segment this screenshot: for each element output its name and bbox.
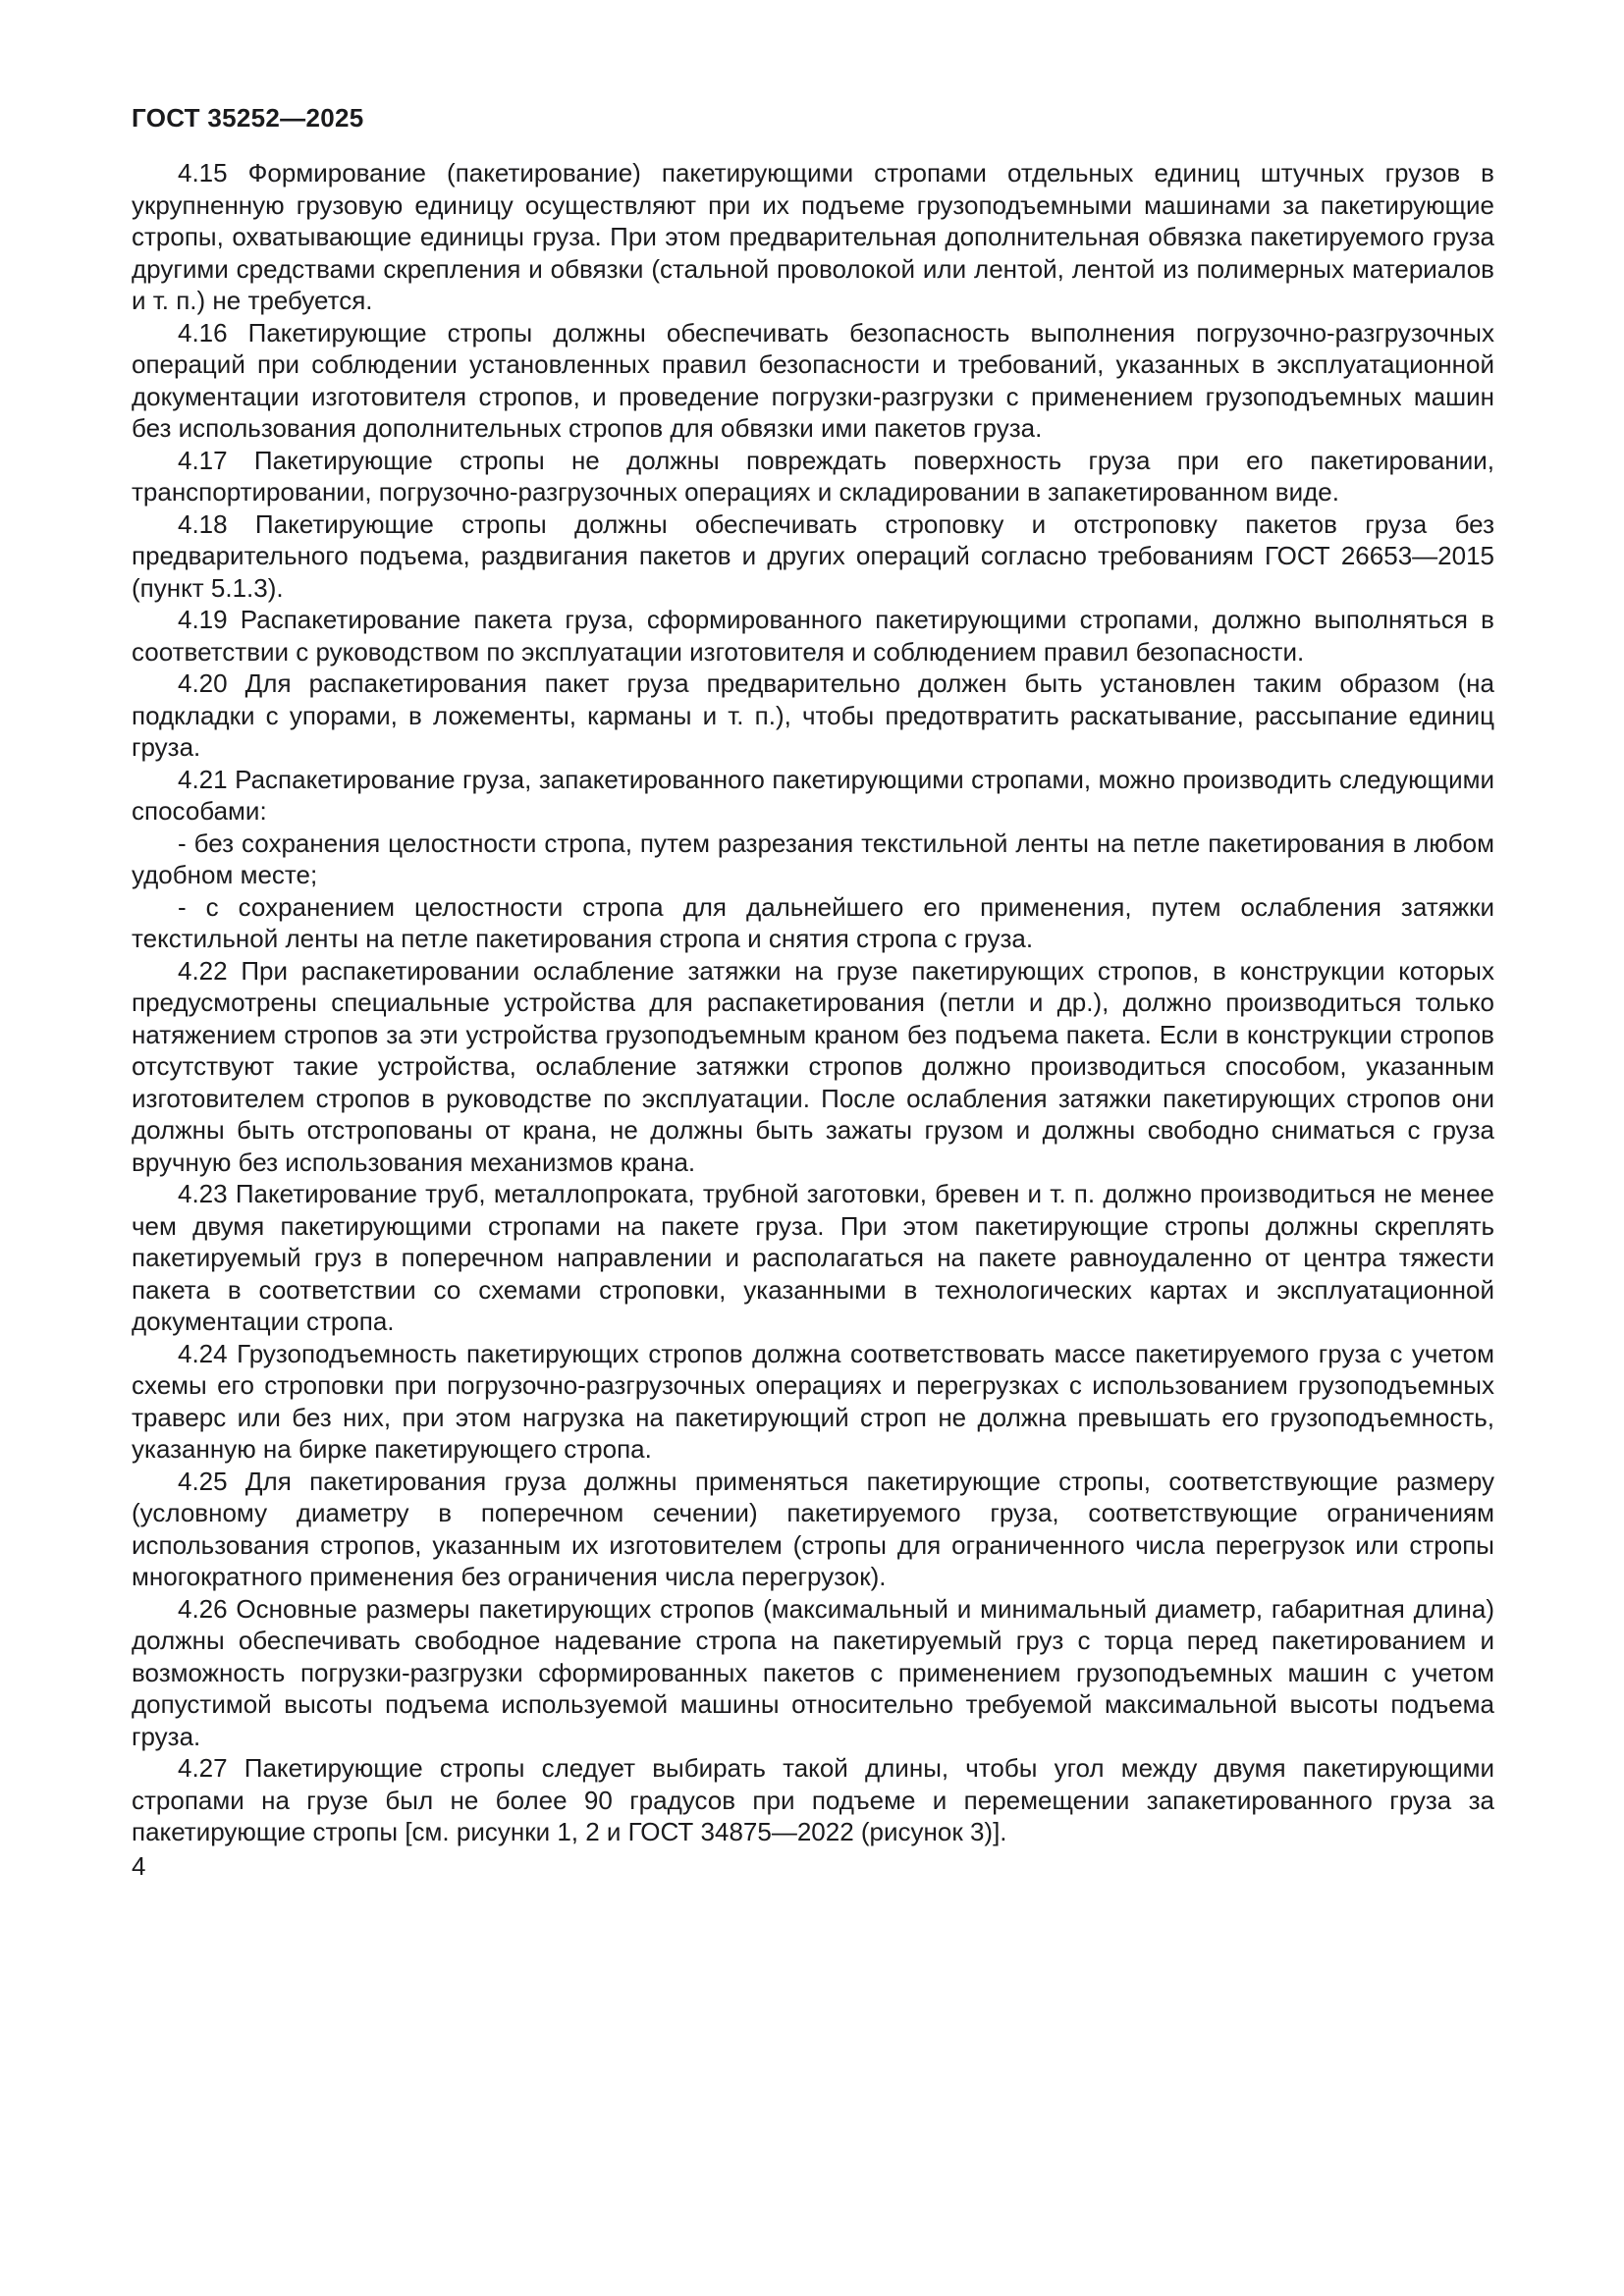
paragraph-4-19: 4.19 Распакетирование пакета груза, сформированного пакетирующими стропами, должно выполняться в соответствии с руководством по эксплуатации изготовителя и соблюдением правил безопасности. [132, 605, 1494, 667]
paragraph-4-26: 4.26 Основные размеры пакетирующих стропов (максимальный и минимальный диаметр, габаритная длина) должны обеспечивать свободное надевание стропа на пакетируемый груз с торца перед пакетированием и возможность погрузки-разгрузки сформированных пакетов с применением грузоподъемных машин с учетом допустимой высоты подъема используемой машины относительно требуемой максимальной высоты подъема груза. [132, 1593, 1494, 1751]
paragraph-4-24: 4.24 Грузоподъемность пакетирующих стропов должна соответствовать массе пакетируемого груза с учетом схемы его строповки при погрузочно-разгрузочных операциях и перегрузках с использованием грузоподъемных траверс или без них, при этом нагрузка на пакетирующий строп не должна превышать его грузоподъемность, указанную на бирке пакетирующего стропа. [132, 1338, 1494, 1464]
paragraph-4-16: 4.16 Пакетирующие стропы должны обеспечивать безопасность выполнения погрузочно-разгрузочных операций при соблюдении установленных правил безопасности и требований, указанных в эксплуатационной документации изготовителя стропов, и проведение погрузки-разгрузки с применением грузоподъемных машин без использования дополнительных стропов для обвязки ими пакетов груза. [132, 317, 1494, 443]
paragraph-4-18: 4.18 Пакетирующие стропы должны обеспечивать строповку и отстроповку пакетов груза без предварительного подъема, раздвигания пакетов и других операций согласно требованиям ГОСТ 26653—2015 (пункт 5.1.3). [132, 508, 1494, 603]
paragraph-4-20: 4.20 Для распакетирования пакет груза предварительно должен быть установлен таким образом (на подкладки с упорами, в ложементы, карманы и т. п.), чтобы предотвратить раскатывание, рассыпание единиц груза. [132, 668, 1494, 762]
doc-number-header: ГОСТ 35252—2025 [132, 103, 364, 133]
paragraph-4-25: 4.25 Для пакетирования груза должны применяться пакетирующие стропы, соответствующие размеру (условному диаметру в поперечном сечении) пакетируемого груза, соответствующие ограничениям использования стропов, указанным их изготовителем (стропы для ограниченного числа перегрузок или стропы многократного применения без ограничения числа перегрузок). [132, 1466, 1494, 1591]
paragraph-4-15: 4.15 Формирование (пакетирование) пакетирующими стропами отдельных единиц штучных грузов в укрупненную грузовую единицу осуществляют при их подъеме грузоподъемными машинами за пакетирующие стропы, охватывающие единицы груза. При этом предварительная дополнительная обвязка пакетируемого груза другими средствами скрепления и обвязки (стальной проволокой или лентой, лентой из полимерных материалов и т. п.) не требуется. [132, 158, 1494, 315]
paragraph-4-21-list-item-2: - с сохранением целостности стропа для дальнейшего его применения, путем ослабления затяжки текстильной ленты на петле пакетирования стропа и снятия стропа с груза. [132, 891, 1494, 953]
paragraph-4-21-list-item-1: - без сохранения целостности стропа, путем разрезания текстильной ленты на петле пакетирования в любом удобном месте; [132, 828, 1494, 889]
paragraph-4-23: 4.23 Пакетирование труб, металлопроката, трубной заготовки, бревен и т. п. должно производиться не менее чем двумя пакетирующими стропами на пакете груза. При этом пакетирующие стропы должны скреплять пакетируемый груз в поперечном направлении и располагаться на пакете равноудаленно от центра тяжести пакета в соответствии со схемами строповки, указанными в технологических картах и эксплуатационной документации стропа. [132, 1179, 1494, 1336]
paragraph-4-21: 4.21 Распакетирование груза, запакетированного пакетирующими стропами, можно производить следующими способами: [132, 764, 1494, 826]
paragraph-4-17: 4.17 Пакетирующие стропы не должны повреждать поверхность груза при его пакетировании, транспортировании, погрузочно-разгрузочных операциях и складировании в запакетированном виде. [132, 445, 1494, 507]
page-number: 4 [132, 1850, 146, 1881]
paragraph-4-27: 4.27 Пакетирующие стропы следует выбирать такой длины, чтобы угол между двумя пакетирующими стропами на грузе был не более 90 градусов при подъеме и перемещении запакетированного груза за пакетирующие стропы [см. рисунки 1, 2 и ГОСТ 34875—2022 (рисунок 3)]. [132, 1753, 1494, 1846]
paragraph-4-22: 4.22 При распакетировании ослабление затяжки на грузе пакетирующих стропов, в конструкции которых предусмотрены специальные устройства для распакетирования (петли и др.), должно производиться только натяжением стропов за эти устройства грузоподъемным краном без подъема пакета. Если в конструкции стропов отсутствуют такие устройства, ослабление затяжки стропов должно производиться способом, указанным изготовителем стропов в руководстве по эксплуатации. После ослабления затяжки пакетирующих стропов они должны быть отстропованы от крана, не должны быть зажаты грузом и должны свободно сниматься с груза вручную без использования механизмов крана. [132, 955, 1494, 1177]
document-body [132, 157, 1494, 1848]
